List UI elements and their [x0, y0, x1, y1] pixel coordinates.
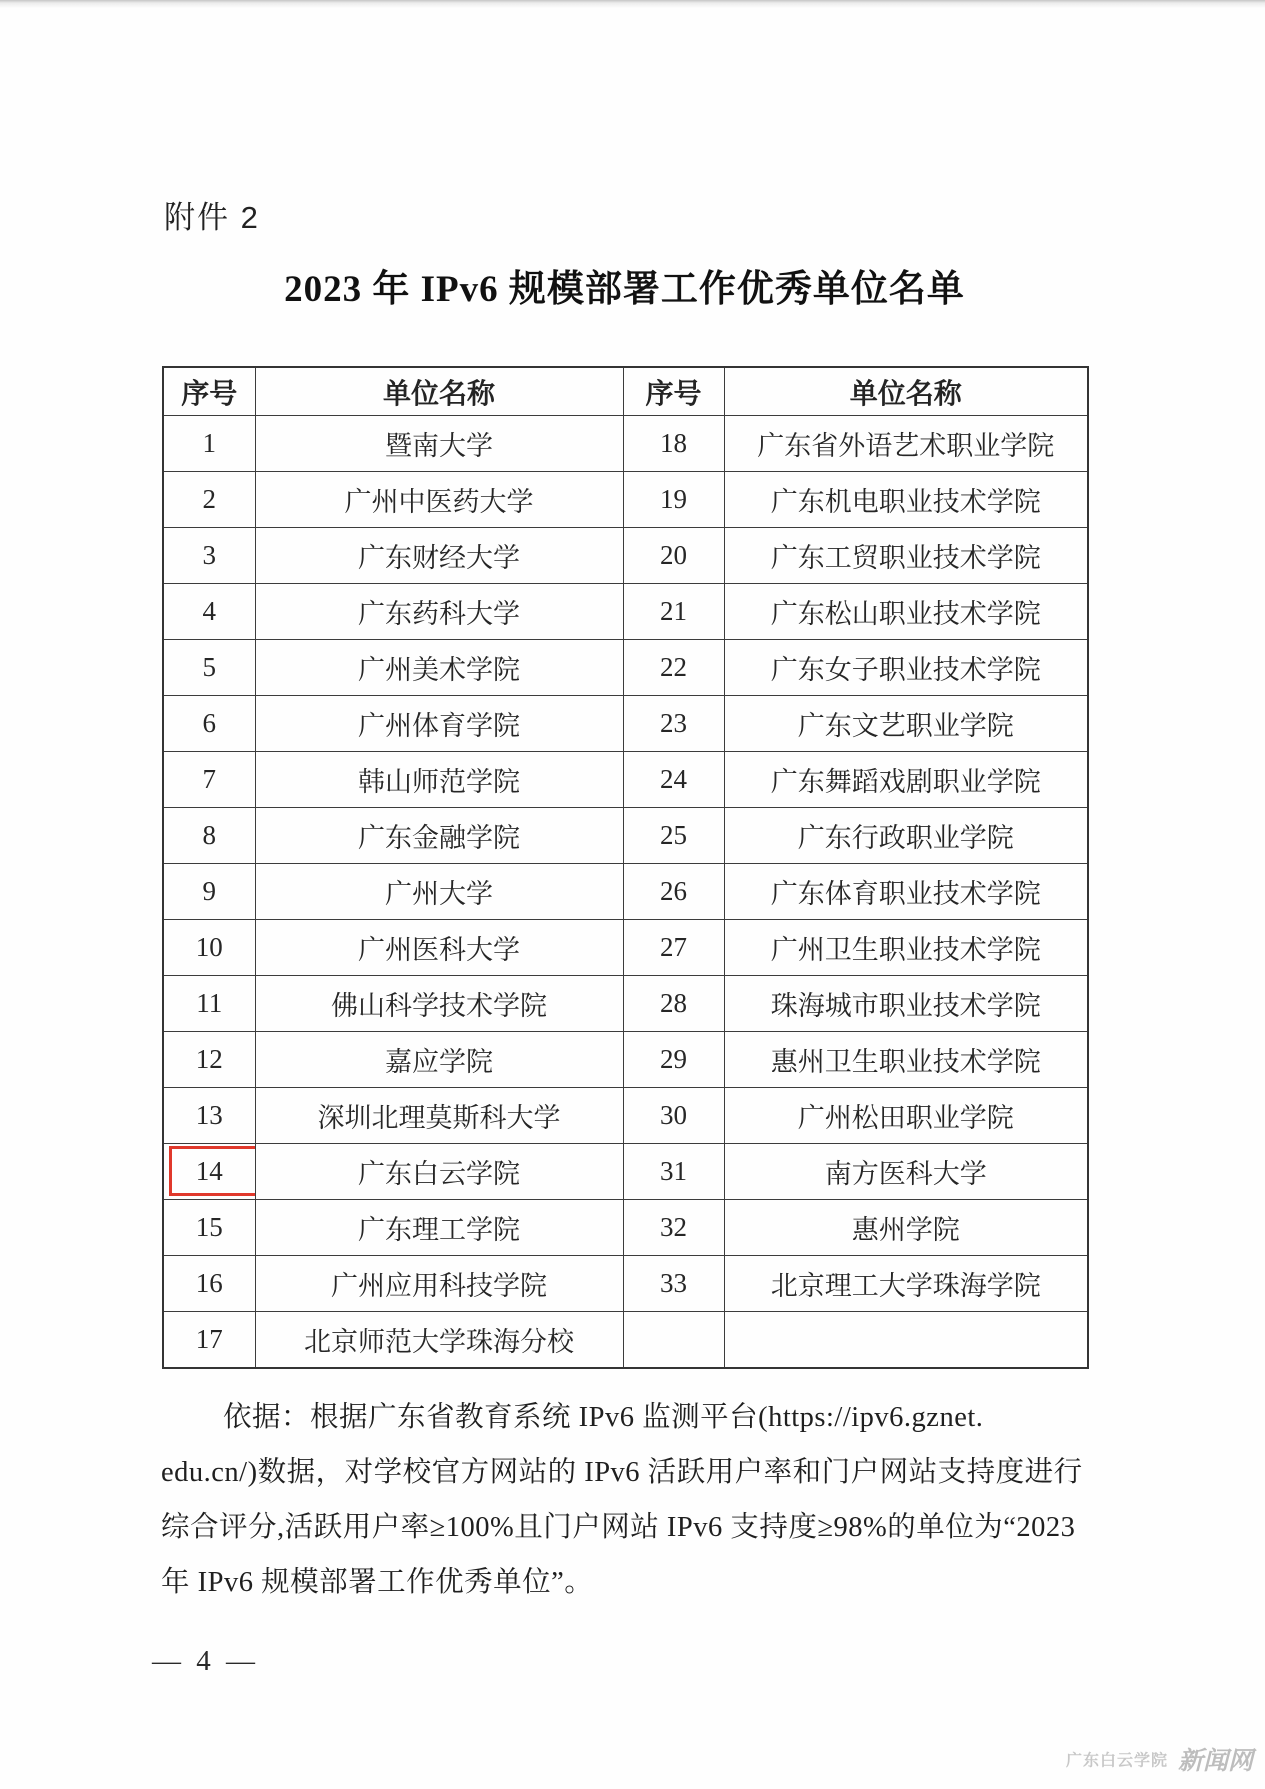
cell-text: 广东机电职业技术学院	[770, 487, 1041, 517]
cell-text: 广东体育职业技术学院	[770, 879, 1041, 909]
unit-name-cell	[255, 976, 623, 1032]
row-number-cell	[163, 472, 255, 528]
row-number-cell	[163, 1032, 255, 1088]
cell-text: 南方医科大学	[824, 1159, 987, 1189]
cell-text: 31	[660, 1156, 687, 1186]
header-cell-seq-left: 序号	[163, 367, 255, 416]
document-title: 2023 年 IPv6 规模部署工作优秀单位名单	[284, 269, 965, 310]
page-number: — 4 —	[152, 1645, 259, 1677]
unit-name-cell	[724, 752, 1088, 808]
unit-name-cell	[255, 640, 623, 696]
cell-text: 惠州学院	[851, 1215, 960, 1245]
cell-text: 22	[660, 652, 687, 682]
table-row	[163, 1256, 1088, 1312]
row-number-cell	[163, 808, 255, 864]
cell-text: 16	[195, 1268, 223, 1298]
note-line: 综合评分,活跃用户率≥100%且门户网站 IPv6 支持度≥98%的单位为“2023	[161, 1512, 1076, 1543]
cell-text: 广东松山职业技术学院	[770, 599, 1041, 629]
note-line: edu.cn/)数据，对学校官方网站的 IPv6 活跃用户率和门户网站支持度进行	[161, 1457, 1083, 1488]
watermark-script: 新闻网	[1177, 1748, 1253, 1775]
unit-name-cell	[255, 1256, 623, 1312]
cell-text: 佛山科学技术学院	[331, 991, 547, 1021]
cell-text: 28	[660, 988, 687, 1018]
cell-text: 广州美术学院	[358, 655, 520, 685]
table-row	[163, 472, 1088, 528]
row-number-cell	[163, 1088, 255, 1144]
unit-name-cell	[724, 640, 1088, 696]
row-number-cell	[163, 640, 255, 696]
cell-text: 33	[660, 1268, 687, 1298]
row-number-cell	[623, 864, 724, 920]
cell-text: 广东白云学院	[358, 1159, 520, 1189]
table-row	[163, 976, 1088, 1032]
cell-text: 广东理工学院	[358, 1215, 520, 1245]
cell-text: 8	[202, 820, 216, 850]
unit-name-cell	[724, 1200, 1088, 1256]
cell-text: 10	[195, 932, 223, 962]
unit-name-cell	[724, 472, 1088, 528]
table-row	[163, 1144, 1088, 1200]
cell-text: 广州体育学院	[358, 711, 520, 741]
unit-name-cell	[255, 1088, 623, 1144]
row-number-cell	[163, 528, 255, 584]
row-number-cell	[623, 528, 724, 584]
unit-name-cell	[724, 1312, 1088, 1369]
cell-text: 18	[660, 428, 687, 458]
cell-text: 广州应用科技学院	[331, 1271, 547, 1301]
unit-name-cell	[255, 1144, 623, 1200]
cell-text: 13	[195, 1100, 223, 1130]
header-cell-unit-left: 单位名称	[255, 367, 623, 416]
cell-text: 广州大学	[385, 879, 493, 909]
cell-text: 15	[195, 1212, 223, 1242]
cell-text: 广州医科大学	[358, 935, 520, 965]
cell-text: 惠州卫生职业技术学院	[770, 1047, 1041, 1077]
row-number-cell	[623, 416, 724, 472]
unit-name-cell	[255, 472, 623, 528]
table-body	[163, 416, 1088, 1369]
unit-name-cell	[724, 584, 1088, 640]
table-row	[163, 808, 1088, 864]
unit-name-cell	[724, 976, 1088, 1032]
note-line: 年 IPv6 规模部署工作优秀单位”。	[161, 1567, 594, 1598]
watermark	[1066, 1741, 1253, 1777]
scan-edge-artifact	[0, 0, 1265, 8]
cell-text: 北京师范大学珠海分校	[304, 1327, 574, 1357]
unit-name-cell	[724, 808, 1088, 864]
unit-name-cell	[255, 696, 623, 752]
row-number-cell	[623, 1144, 724, 1200]
row-number-cell	[163, 416, 255, 472]
cell-text: 1	[202, 428, 216, 458]
unit-name-cell	[724, 1256, 1088, 1312]
table-header	[163, 367, 1088, 416]
cell-text: 26	[660, 876, 687, 906]
table-row	[163, 1200, 1088, 1256]
cell-text: 24	[660, 764, 687, 794]
unit-name-cell	[255, 920, 623, 976]
row-number-cell	[163, 584, 255, 640]
note-line: 依据：根据广东省教育系统 IPv6 监测平台(https://ipv6.gznet.	[223, 1402, 984, 1433]
cell-text: 25	[660, 820, 687, 850]
row-number-cell	[623, 1032, 724, 1088]
row-number-cell	[623, 472, 724, 528]
cell-text: 11	[196, 988, 223, 1018]
header-cell-seq-right: 序号	[623, 367, 724, 416]
row-number-cell	[623, 1088, 724, 1144]
unit-name-cell	[255, 808, 623, 864]
unit-name-cell	[255, 1312, 623, 1369]
cell-text: 9	[202, 876, 216, 906]
cell-text: 17	[195, 1324, 223, 1354]
unit-name-cell	[724, 1088, 1088, 1144]
row-number-cell	[623, 976, 724, 1032]
row-number-cell	[163, 696, 255, 752]
cell-text: 广州松田职业学院	[797, 1103, 1014, 1133]
unit-name-cell	[255, 752, 623, 808]
cell-text: 广东财经大学	[358, 543, 520, 573]
row-number-cell	[623, 696, 724, 752]
row-number-cell	[163, 920, 255, 976]
cell-text: 32	[660, 1212, 687, 1242]
cell-text: 暨南大学	[385, 431, 493, 461]
table-row	[163, 752, 1088, 808]
table-row	[163, 416, 1088, 472]
table-header-row	[163, 367, 1088, 416]
row-number-cell	[623, 584, 724, 640]
table-row	[163, 920, 1088, 976]
table-row	[163, 640, 1088, 696]
table-row	[163, 864, 1088, 920]
cell-text: 广东工贸职业技术学院	[770, 543, 1041, 573]
cell-text: 23	[660, 708, 687, 738]
cell-text: 广东舞蹈戏剧职业学院	[770, 767, 1041, 797]
unit-name-cell	[255, 528, 623, 584]
table-row	[163, 528, 1088, 584]
table-row	[163, 584, 1088, 640]
cell-text: 珠海城市职业技术学院	[770, 991, 1041, 1021]
cell-text: 5	[202, 652, 216, 682]
cell-text: 广东药科大学	[358, 599, 520, 629]
cell-text: 广州中医药大学	[344, 487, 534, 517]
row-number-cell	[623, 1256, 724, 1312]
unit-name-cell	[255, 1200, 623, 1256]
row-number-cell	[163, 1200, 255, 1256]
table-row	[163, 1312, 1088, 1369]
unit-name-cell	[724, 864, 1088, 920]
row-number-cell	[623, 752, 724, 808]
table-row	[163, 1088, 1088, 1144]
cell-text: 4	[202, 596, 216, 626]
unit-name-cell	[724, 528, 1088, 584]
cell-text: 广东行政职业学院	[797, 823, 1014, 853]
cell-text: 14	[195, 1156, 223, 1186]
unit-name-cell	[724, 920, 1088, 976]
table-row	[163, 696, 1088, 752]
cell-text: 广东文艺职业学院	[797, 711, 1014, 741]
cell-text: 20	[660, 540, 687, 570]
cell-text: 19	[660, 484, 687, 514]
unit-name-cell	[255, 1032, 623, 1088]
table-row	[163, 1032, 1088, 1088]
header-cell-unit-right: 单位名称	[724, 367, 1088, 416]
cell-text: 6	[202, 708, 216, 738]
row-number-cell	[163, 976, 255, 1032]
cell-text: 29	[660, 1044, 687, 1074]
row-number-cell	[623, 640, 724, 696]
row-number-cell	[623, 1200, 724, 1256]
cell-text: 30	[660, 1100, 687, 1130]
note-paragraph	[161, 1390, 1111, 1610]
row-number-cell	[163, 1256, 255, 1312]
row-number-cell	[163, 752, 255, 808]
unit-name-cell	[724, 1144, 1088, 1200]
cell-text: 北京理工大学珠海学院	[770, 1271, 1041, 1301]
row-number-cell	[163, 864, 255, 920]
unit-name-cell	[724, 416, 1088, 472]
unit-name-cell	[255, 864, 623, 920]
row-number-cell	[623, 808, 724, 864]
cell-text: 嘉应学院	[385, 1047, 493, 1077]
watermark-org: 广东白云学院	[1065, 1752, 1168, 1770]
cell-text: 韩山师范学院	[358, 767, 520, 797]
row-number-cell	[163, 1312, 255, 1369]
cell-text: 21	[660, 596, 687, 626]
cell-text: 广东金融学院	[358, 823, 520, 853]
cell-text: 广州卫生职业技术学院	[770, 935, 1041, 965]
row-number-cell	[163, 1144, 255, 1200]
attachment-label: 附件 2	[164, 200, 260, 235]
cell-text: 广东省外语艺术职业学院	[757, 431, 1055, 461]
cell-text: 深圳北理莫斯科大学	[317, 1103, 561, 1133]
unit-name-cell	[255, 584, 623, 640]
cell-text: 27	[660, 932, 687, 962]
cell-text: 广东女子职业技术学院	[770, 655, 1041, 685]
cell-text: 12	[195, 1044, 223, 1074]
unit-name-cell	[724, 1032, 1088, 1088]
cell-text: 3	[202, 540, 216, 570]
cell-text: 7	[202, 764, 216, 794]
cell-text: 2	[202, 484, 216, 514]
row-number-cell	[623, 920, 724, 976]
units-table	[162, 366, 1089, 1369]
unit-name-cell	[724, 696, 1088, 752]
unit-name-cell	[255, 416, 623, 472]
row-number-cell	[623, 1312, 724, 1369]
